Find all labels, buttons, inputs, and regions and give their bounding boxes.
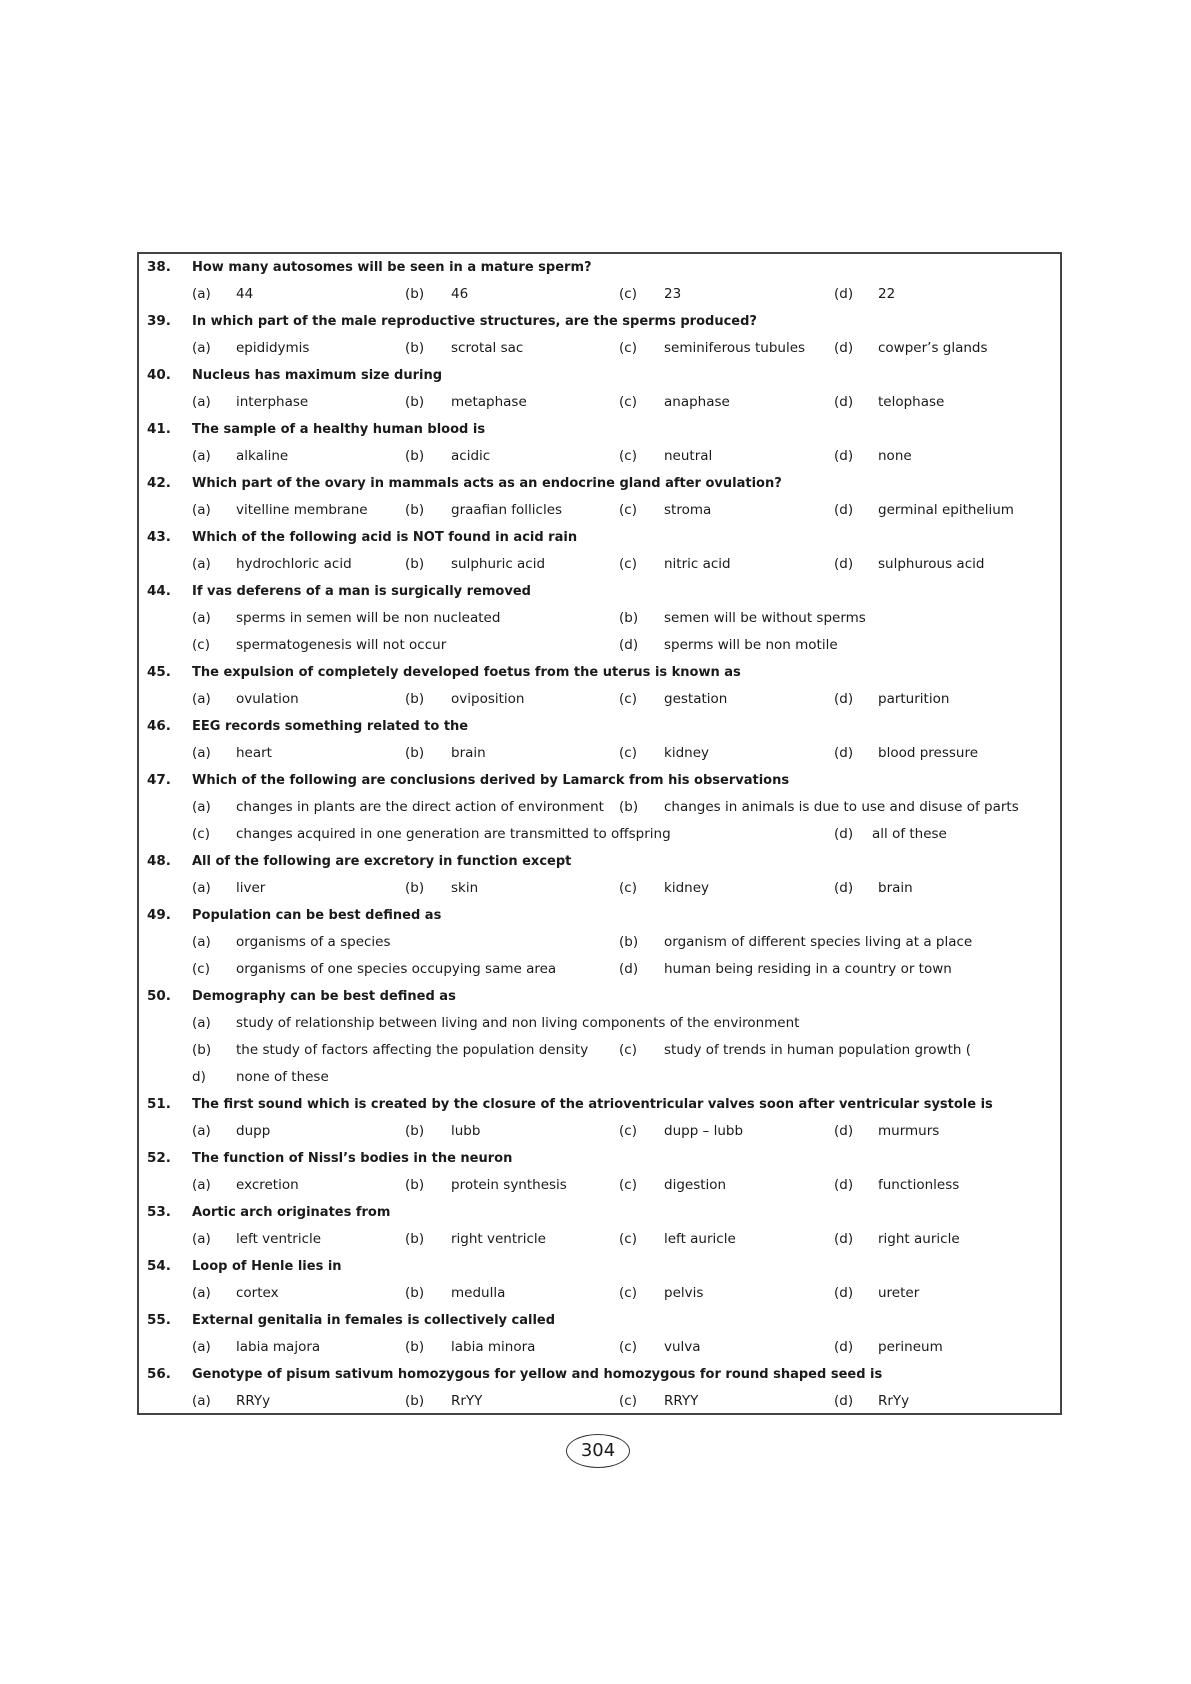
option-row xyxy=(139,1172,1060,1199)
option-row xyxy=(139,605,1060,632)
option-text: functionless xyxy=(878,1177,960,1193)
question-row xyxy=(139,1307,1060,1334)
option-text: brain xyxy=(878,880,913,896)
option-text: cowper’s glands xyxy=(878,340,988,356)
option-label: (c) xyxy=(619,1042,637,1058)
option-label: (b) xyxy=(192,1042,212,1058)
question-number: 54. xyxy=(147,1258,171,1274)
option-text: neutral xyxy=(664,448,713,464)
option-label: (d) xyxy=(834,340,854,356)
option-row xyxy=(139,875,1060,902)
question-text: Genotype of pisum sativum homozygous for yellow and homozygous for round shaped seed is xyxy=(192,1367,883,1382)
option-label: (a) xyxy=(192,1339,211,1355)
option-label: (c) xyxy=(619,340,637,356)
question-number: 42. xyxy=(147,475,171,491)
option-text: heart xyxy=(236,745,272,761)
question-number: 40. xyxy=(147,367,171,383)
question-row xyxy=(139,1253,1060,1280)
question-row xyxy=(139,1091,1060,1118)
option-label: (d) xyxy=(834,1123,854,1139)
option-text: vulva xyxy=(664,1339,701,1355)
question-number: 51. xyxy=(147,1096,171,1112)
option-row xyxy=(139,794,1060,821)
question-number: 45. xyxy=(147,664,171,680)
option-text: protein synthesis xyxy=(451,1177,567,1193)
question-text: Loop of Henle lies in xyxy=(192,1259,342,1274)
question-number: 55. xyxy=(147,1312,171,1328)
option-row xyxy=(139,1226,1060,1253)
option-label: (d) xyxy=(834,691,854,707)
question-number: 52. xyxy=(147,1150,171,1166)
option-row xyxy=(139,497,1060,524)
option-text: kidney xyxy=(664,880,709,896)
question-text: External genitalia in females is collectively called xyxy=(192,1313,556,1328)
option-label: (b) xyxy=(405,745,425,761)
option-label: (d) xyxy=(834,394,854,410)
option-label: (c) xyxy=(619,1231,637,1247)
option-text: organisms of one species occupying same area xyxy=(236,961,557,977)
question-text: Which part of the ovary in mammals acts as an endocrine gland after ovulation? xyxy=(192,476,782,491)
option-label: (a) xyxy=(192,448,211,464)
option-label: (c) xyxy=(619,745,637,761)
option-label: (d) xyxy=(834,826,854,842)
option-text: changes in plants are the direct action of environment xyxy=(236,799,604,815)
option-text: organism of different species living at a place xyxy=(664,934,973,950)
option-text: 22 xyxy=(878,286,896,302)
option-label: (b) xyxy=(619,610,639,626)
question-box xyxy=(137,252,1062,1415)
option-text: excretion xyxy=(236,1177,299,1193)
question-row xyxy=(139,1145,1060,1172)
option-text: ovulation xyxy=(236,691,299,707)
option-text: 23 xyxy=(664,286,682,302)
option-label: (b) xyxy=(405,1123,425,1139)
question-text: Population can be best defined as xyxy=(192,908,442,923)
option-label: (a) xyxy=(192,610,211,626)
option-label: (a) xyxy=(192,691,211,707)
option-label: (c) xyxy=(619,1393,637,1409)
option-label: (b) xyxy=(405,556,425,572)
option-text: all of these xyxy=(872,826,947,842)
option-text: dupp – lubb xyxy=(664,1123,744,1139)
option-text: telophase xyxy=(878,394,945,410)
question-text: Aortic arch originates from xyxy=(192,1205,391,1220)
question-row xyxy=(139,254,1060,281)
option-text: RRYy xyxy=(236,1393,271,1409)
option-text: sperms in semen will be non nucleated xyxy=(236,610,501,626)
option-label: (a) xyxy=(192,799,211,815)
option-label: (d) xyxy=(834,556,854,572)
question-number: 46. xyxy=(147,718,171,734)
option-label: (c) xyxy=(619,286,637,302)
option-text: epididymis xyxy=(236,340,310,356)
option-label: (d) xyxy=(834,745,854,761)
option-text: human being residing in a country or town xyxy=(664,961,952,977)
question-row xyxy=(139,1361,1060,1388)
option-row xyxy=(139,551,1060,578)
question-text: The first sound which is created by the closure of the atrioventricular valves soon after ventricular systole is xyxy=(192,1097,993,1112)
option-label: (a) xyxy=(192,394,211,410)
question-text: The sample of a healthy human blood is xyxy=(192,422,486,437)
option-label: (c) xyxy=(619,1123,637,1139)
question-row xyxy=(139,308,1060,335)
option-label: (b) xyxy=(405,691,425,707)
option-label: (d) xyxy=(834,1339,854,1355)
option-text: lubb xyxy=(451,1123,481,1139)
option-text: liver xyxy=(236,880,266,896)
question-number: 50. xyxy=(147,988,171,1004)
option-label: (d) xyxy=(834,880,854,896)
option-label: (b) xyxy=(405,502,425,518)
option-label: (b) xyxy=(405,1285,425,1301)
option-label: (d) xyxy=(834,1393,854,1409)
option-label: (c) xyxy=(619,880,637,896)
option-text: cortex xyxy=(236,1285,279,1301)
question-row xyxy=(139,713,1060,740)
option-label: (b) xyxy=(405,286,425,302)
option-text: 44 xyxy=(236,286,254,302)
option-text: left ventricle xyxy=(236,1231,322,1247)
option-label: (a) xyxy=(192,286,211,302)
question-row xyxy=(139,578,1060,605)
option-label: (d) xyxy=(834,502,854,518)
option-label: (b) xyxy=(405,394,425,410)
option-row xyxy=(139,686,1060,713)
question-number: 39. xyxy=(147,313,171,329)
option-label: (a) xyxy=(192,745,211,761)
question-row xyxy=(139,416,1060,443)
option-row xyxy=(139,335,1060,362)
option-text: ureter xyxy=(878,1285,920,1301)
option-label: (c) xyxy=(192,637,210,653)
option-text: the study of factors affecting the population density xyxy=(236,1042,589,1058)
option-text: germinal epithelium xyxy=(878,502,1014,518)
option-label: (b) xyxy=(405,448,425,464)
question-text: Which of the following are conclusions derived by Lamarck from his observations xyxy=(192,773,790,788)
option-row xyxy=(139,1037,1060,1064)
option-text: brain xyxy=(451,745,486,761)
question-row xyxy=(139,848,1060,875)
option-text: kidney xyxy=(664,745,709,761)
option-text: blood pressure xyxy=(878,745,979,761)
option-text: labia majora xyxy=(236,1339,321,1355)
question-text: If vas deferens of a man is surgically removed xyxy=(192,584,531,599)
option-label: (a) xyxy=(192,502,211,518)
option-text: hydrochloric acid xyxy=(236,556,352,572)
option-text: digestion xyxy=(664,1177,727,1193)
option-text: seminiferous tubules xyxy=(664,340,806,356)
option-row xyxy=(139,1010,1060,1037)
option-label: (d) xyxy=(834,286,854,302)
question-text: In which part of the male reproductive structures, are the sperms produced? xyxy=(192,314,757,329)
option-label: (a) xyxy=(192,1177,211,1193)
option-label: (b) xyxy=(405,1339,425,1355)
question-row xyxy=(139,524,1060,551)
option-label: (d) xyxy=(834,448,854,464)
option-text: RrYY xyxy=(451,1393,483,1409)
option-text: spermatogenesis will not occur xyxy=(236,637,447,653)
question-text: The expulsion of completely developed foetus from the uterus is known as xyxy=(192,665,741,680)
option-text: gestation xyxy=(664,691,728,707)
option-text: acidic xyxy=(451,448,491,464)
option-row xyxy=(139,632,1060,659)
option-text: organisms of a species xyxy=(236,934,391,950)
option-label: (c) xyxy=(619,1339,637,1355)
option-row xyxy=(139,443,1060,470)
option-label: (b) xyxy=(405,880,425,896)
option-label: (b) xyxy=(619,934,639,950)
question-number: 47. xyxy=(147,772,171,788)
option-text: vitelline membrane xyxy=(236,502,368,518)
option-label: (a) xyxy=(192,880,211,896)
option-text: murmurs xyxy=(878,1123,940,1139)
option-text: skin xyxy=(451,880,479,896)
option-label: (c) xyxy=(619,448,637,464)
question-row xyxy=(139,983,1060,1010)
option-label: (b) xyxy=(405,340,425,356)
option-row xyxy=(139,929,1060,956)
option-text: interphase xyxy=(236,394,309,410)
option-label: (b) xyxy=(405,1393,425,1409)
option-text: 46 xyxy=(451,286,469,302)
question-text: All of the following are excretory in function except xyxy=(192,854,572,869)
page-number: 304 xyxy=(566,1434,630,1468)
option-label: (c) xyxy=(619,556,637,572)
option-text: pelvis xyxy=(664,1285,704,1301)
option-label: (a) xyxy=(192,340,211,356)
option-text: scrotal sac xyxy=(451,340,524,356)
question-number: 38. xyxy=(147,259,171,275)
question-text: Which of the following acid is NOT found in acid rain xyxy=(192,530,578,545)
option-row xyxy=(139,956,1060,983)
question-row xyxy=(139,659,1060,686)
option-text: nitric acid xyxy=(664,556,731,572)
option-label: (a) xyxy=(192,1123,211,1139)
option-label: (c) xyxy=(192,826,210,842)
option-text: labia minora xyxy=(451,1339,536,1355)
option-label: d) xyxy=(192,1069,206,1085)
option-text: sulphurous acid xyxy=(878,556,985,572)
option-label: (a) xyxy=(192,1393,211,1409)
question-text: How many autosomes will be seen in a mature sperm? xyxy=(192,260,592,275)
option-label: (d) xyxy=(619,961,639,977)
option-text: parturition xyxy=(878,691,950,707)
question-number: 49. xyxy=(147,907,171,923)
option-label: (a) xyxy=(192,1231,211,1247)
option-text: right auricle xyxy=(878,1231,960,1247)
option-text: stroma xyxy=(664,502,712,518)
option-label: (b) xyxy=(619,799,639,815)
option-text: changes acquired in one generation are transmitted to offspring xyxy=(236,826,671,842)
option-row xyxy=(139,389,1060,416)
option-text: sperms will be non motile xyxy=(664,637,838,653)
option-text: medulla xyxy=(451,1285,506,1301)
option-row xyxy=(139,1118,1060,1145)
option-label: (d) xyxy=(834,1177,854,1193)
option-text: RrYy xyxy=(878,1393,910,1409)
option-row xyxy=(139,1064,1060,1091)
option-text: none xyxy=(878,448,912,464)
option-text: anaphase xyxy=(664,394,730,410)
question-row xyxy=(139,362,1060,389)
question-text: The function of Nissl’s bodies in the neuron xyxy=(192,1151,513,1166)
question-number: 48. xyxy=(147,853,171,869)
option-text: semen will be without sperms xyxy=(664,610,866,626)
question-number: 43. xyxy=(147,529,171,545)
option-text: oviposition xyxy=(451,691,525,707)
question-number: 53. xyxy=(147,1204,171,1220)
option-row xyxy=(139,1334,1060,1361)
question-row xyxy=(139,1199,1060,1226)
question-number: 44. xyxy=(147,583,171,599)
question-text: Demography can be best defined as xyxy=(192,989,456,1004)
option-label: (c) xyxy=(619,394,637,410)
option-text: perineum xyxy=(878,1339,943,1355)
option-label: (d) xyxy=(619,637,639,653)
option-text: RRYY xyxy=(664,1393,699,1409)
option-label: (c) xyxy=(192,961,210,977)
option-text: dupp xyxy=(236,1123,271,1139)
option-text: sulphuric acid xyxy=(451,556,546,572)
option-label: (d) xyxy=(834,1285,854,1301)
question-text: EEG records something related to the xyxy=(192,719,469,734)
option-label: (c) xyxy=(619,1177,637,1193)
option-text: right ventricle xyxy=(451,1231,546,1247)
option-text: study of trends in human population growth ( xyxy=(664,1042,971,1058)
option-label: (c) xyxy=(619,1285,637,1301)
option-label: (b) xyxy=(405,1231,425,1247)
option-text: none of these xyxy=(236,1069,329,1085)
option-label: (c) xyxy=(619,502,637,518)
option-label: (a) xyxy=(192,1015,211,1031)
option-text: left auricle xyxy=(664,1231,736,1247)
option-text: graafian follicles xyxy=(451,502,563,518)
option-label: (a) xyxy=(192,934,211,950)
option-label: (a) xyxy=(192,1285,211,1301)
question-number: 41. xyxy=(147,421,171,437)
option-row xyxy=(139,1388,1060,1415)
option-row xyxy=(139,281,1060,308)
option-text: study of relationship between living and non living components of the environment xyxy=(236,1015,800,1031)
option-label: (d) xyxy=(834,1231,854,1247)
option-label: (b) xyxy=(405,1177,425,1193)
option-text: alkaline xyxy=(236,448,289,464)
option-label: (a) xyxy=(192,556,211,572)
question-row xyxy=(139,902,1060,929)
option-row xyxy=(139,821,1060,848)
question-text: Nucleus has maximum size during xyxy=(192,368,443,383)
question-row xyxy=(139,767,1060,794)
option-text: changes in animals is due to use and disuse of parts xyxy=(664,799,1019,815)
question-row xyxy=(139,470,1060,497)
option-row xyxy=(139,1280,1060,1307)
option-row xyxy=(139,740,1060,767)
option-label: (c) xyxy=(619,691,637,707)
option-text: metaphase xyxy=(451,394,527,410)
question-number: 56. xyxy=(147,1366,171,1382)
